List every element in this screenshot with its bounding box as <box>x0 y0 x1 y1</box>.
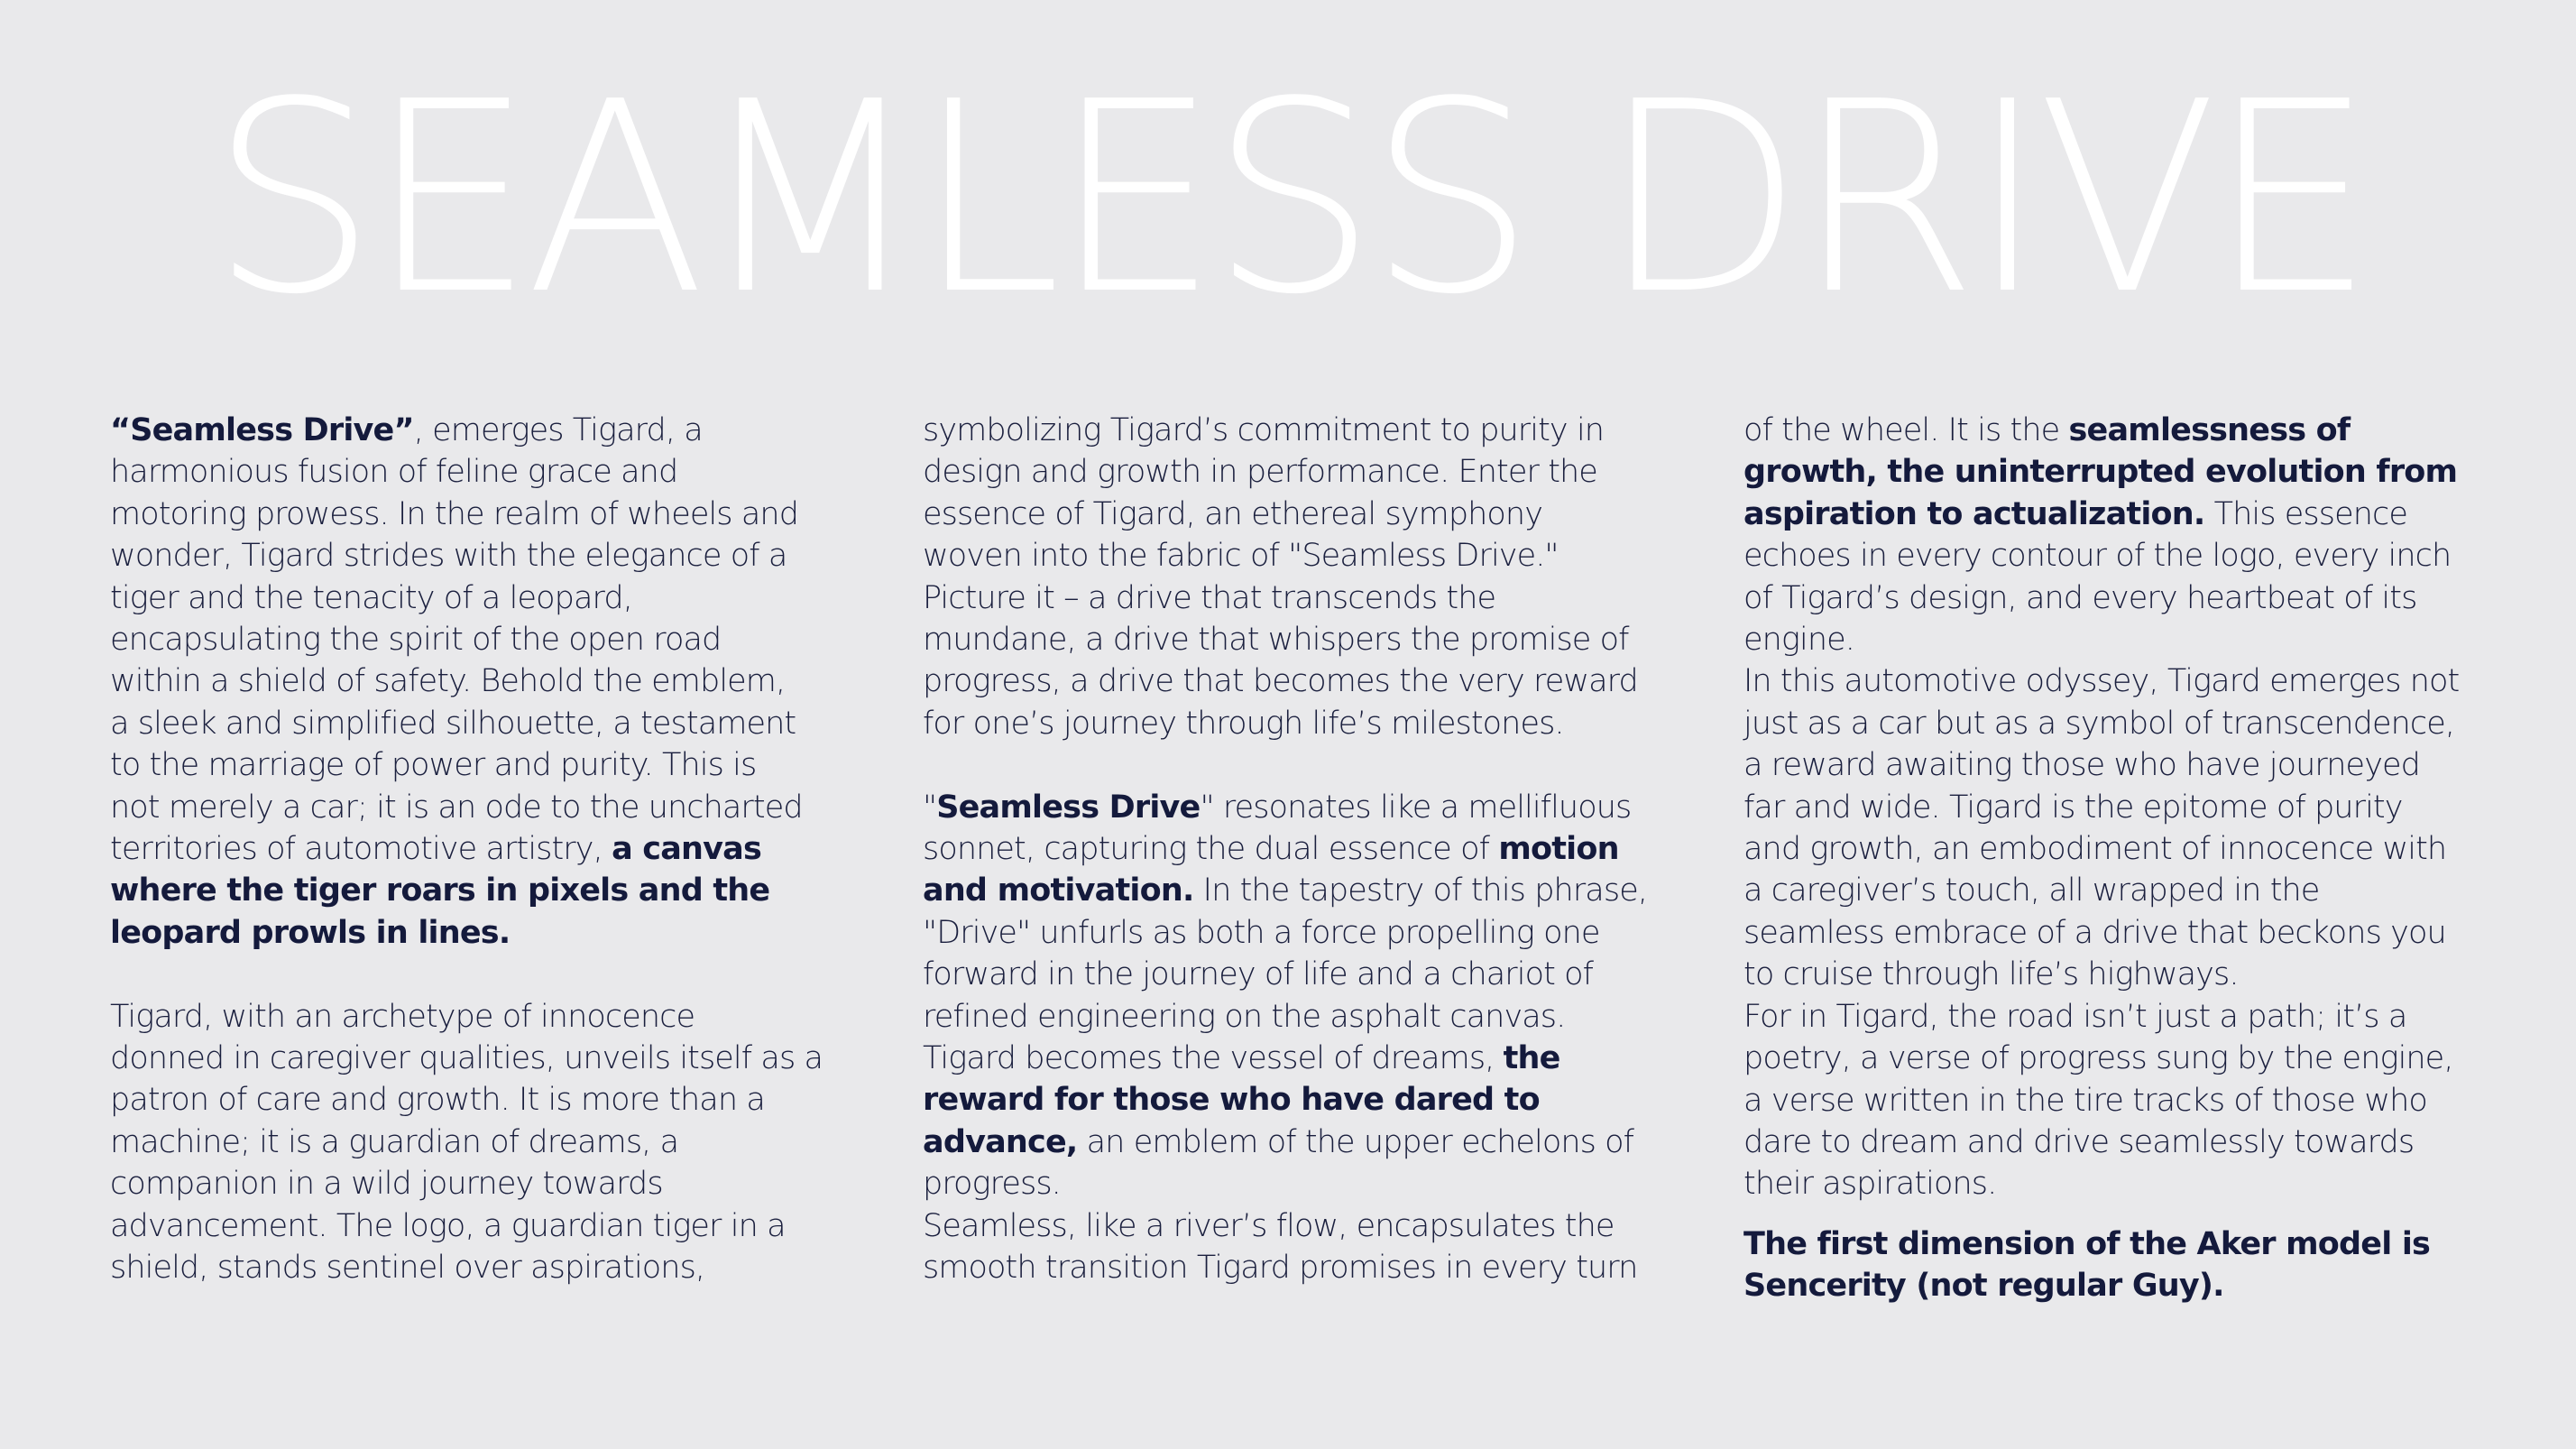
paragraph <box>923 787 1653 1289</box>
text-line <box>923 954 1653 995</box>
text-line <box>110 787 841 828</box>
body-text: territories of automotive artistry, <box>110 831 612 868</box>
body-text: a verse written in the tire tracks of those who <box>1743 1082 2427 1119</box>
text-line <box>1743 744 2474 786</box>
body-text: mundane, a drive that whispers the promise of <box>923 622 1629 659</box>
text-line <box>923 912 1653 954</box>
text-line <box>923 451 1653 493</box>
text-line <box>1743 870 2474 911</box>
body-text: to the marriage of power and purity. This is <box>110 747 757 784</box>
text-line <box>110 870 841 911</box>
body-text: shield, stands sentinel over aspirations, <box>110 1250 705 1287</box>
body-text: Tigard becomes the vessel of dreams, <box>923 1040 1504 1077</box>
body-text: refined engineering on the asphalt canvas. <box>923 998 1566 1035</box>
body-text: and growth, an embodiment of innocence with <box>1743 831 2447 868</box>
text-column-3 <box>1743 410 2474 1307</box>
text-line <box>923 828 1653 870</box>
body-text: companion in a wild journey towards <box>110 1166 663 1203</box>
text-line <box>110 535 841 577</box>
text-line <box>1743 703 2474 744</box>
text-line <box>110 577 841 619</box>
body-text: for one’s journey through life’s milestones. <box>923 705 1564 742</box>
text-line <box>1743 535 2474 577</box>
text-line <box>923 410 1653 451</box>
body-text: symbolizing Tigard’s commitment to purity in <box>923 412 1605 448</box>
bold-text: aspiration to actualization. <box>1743 495 2205 532</box>
paragraph <box>110 996 841 1289</box>
text-line <box>923 1205 1653 1247</box>
body-text: poetry, a verse of progress sung by the engine, <box>1743 1040 2453 1077</box>
bold-text: Seamless Drive <box>936 789 1201 826</box>
text-line <box>923 1079 1653 1121</box>
body-text: an emblem of the upper echelons of <box>1077 1123 1634 1160</box>
text-line <box>1743 912 2474 954</box>
paragraph <box>110 410 841 954</box>
body-text: of Tigard’s design, and every heartbeat of its <box>1743 579 2417 616</box>
body-text: motoring prowess. In the realm of wheels and <box>110 495 799 532</box>
text-line <box>110 410 841 451</box>
body-text: a reward awaiting those who have journeyed <box>1743 747 2420 784</box>
text-line <box>1743 577 2474 619</box>
text-line <box>1743 619 2474 660</box>
body-text: progress. <box>923 1166 1061 1203</box>
body-text: "Drive" unfurls as both a force propelling one <box>923 914 1600 951</box>
paragraph <box>1743 410 2474 1205</box>
body-text: a sleek and simplified silhouette, a testament <box>110 705 796 742</box>
body-text: design and growth in performance. Enter the <box>923 454 1597 491</box>
text-line <box>1743 1080 2474 1121</box>
text-line <box>110 1121 841 1163</box>
text-line <box>110 451 841 493</box>
text-line <box>923 494 1653 535</box>
text-line <box>1743 660 2474 702</box>
text-line <box>110 1247 841 1288</box>
body-text: sonnet, capturing the dual essence of <box>923 831 1499 868</box>
text-column-1 <box>110 410 841 1289</box>
text-line <box>923 660 1653 702</box>
text-line <box>923 535 1653 577</box>
text-line <box>110 703 841 744</box>
text-line <box>923 787 1653 828</box>
text-line <box>1743 451 2474 493</box>
body-text: a caregiver’s touch, all wrapped in the <box>1743 872 2320 909</box>
body-text: far and wide. Tigard is the epitome of purity <box>1743 789 2403 826</box>
text-line <box>923 870 1653 911</box>
text-line <box>110 1038 841 1079</box>
body-text: seamless embrace of a drive that beckons you <box>1743 914 2446 951</box>
body-text: encapsulating the spirit of the open road <box>110 622 722 659</box>
body-text: harmonious fusion of feline grace and <box>110 454 678 491</box>
paragraph-gap <box>923 744 1653 786</box>
body-text: dare to dream and drive seamlessly towards <box>1743 1123 2415 1160</box>
bold-text: advance, <box>923 1123 1078 1160</box>
text-line <box>110 1163 841 1204</box>
text-line <box>110 1205 841 1247</box>
body-text: within a shield of safety. Behold the emblem, <box>110 663 786 700</box>
text-line <box>1743 1163 2474 1204</box>
text-line <box>110 828 841 870</box>
text-line <box>1743 996 2474 1038</box>
text-line <box>1743 954 2474 995</box>
bold-text: leopard prowls in lines. <box>110 914 511 951</box>
text-line <box>923 703 1653 744</box>
body-text: " resonates like a mellifluous <box>1200 789 1632 826</box>
paragraph-gap <box>1743 1205 2474 1223</box>
body-text: " <box>923 789 937 826</box>
body-text: not merely a car; it is an ode to the uncharted <box>110 789 803 826</box>
bold-text: and motivation. <box>923 872 1194 909</box>
text-line <box>923 1038 1653 1079</box>
body-text: echoes in every contour of the logo, every inch <box>1743 538 2452 575</box>
paragraph-gap <box>110 954 841 995</box>
body-text: their aspirations. <box>1743 1166 1997 1203</box>
text-line <box>923 1247 1653 1288</box>
text-line <box>923 1163 1653 1204</box>
text-column-2 <box>923 410 1653 1289</box>
text-line <box>923 1121 1653 1163</box>
bold-text: The first dimension of the Aker model is <box>1743 1225 2431 1262</box>
body-text: forward in the journey of life and a chariot of <box>923 956 1594 993</box>
page-title: SEAMLESS DRIVE <box>209 45 2367 352</box>
body-text: Picture it – a drive that transcends the <box>923 579 1496 616</box>
body-text: In this automotive odyssey, Tigard emerges not <box>1743 663 2460 700</box>
body-text: donned in caregiver qualities, unveils itself as a <box>110 1040 823 1077</box>
text-line <box>1743 1265 2474 1306</box>
text-line <box>923 619 1653 660</box>
body-text: to cruise through life’s highways. <box>1743 956 2239 993</box>
bold-text: where the tiger roars in pixels and the <box>110 872 770 909</box>
text-line <box>110 996 841 1038</box>
text-line <box>1743 494 2474 535</box>
text-line <box>1743 410 2474 451</box>
text-line <box>110 744 841 786</box>
body-text: For in Tigard, the road isn’t just a path; it’s a <box>1743 998 2407 1035</box>
paragraph <box>923 410 1653 744</box>
text-line <box>1743 1223 2474 1265</box>
text-line <box>110 912 841 954</box>
body-text: tiger and the tenacity of a leopard, <box>110 579 632 616</box>
text-line <box>110 494 841 535</box>
body-text: smooth transition Tigard promises in every turn <box>923 1250 1638 1287</box>
bold-text: motion <box>1498 831 1619 868</box>
bold-text: Sencerity (not regular Guy). <box>1743 1268 2224 1305</box>
body-text: In the tapestry of this phrase, <box>1193 872 1648 909</box>
body-text: of the wheel. It is the <box>1743 412 2069 448</box>
body-text: Tigard, with an archetype of innocence <box>110 998 695 1035</box>
body-text: essence of Tigard, an ethereal symphony <box>923 495 1543 532</box>
text-line <box>1743 1038 2474 1079</box>
text-line <box>923 996 1653 1038</box>
body-text: just as a car but as a symbol of transcendence, <box>1743 705 2455 742</box>
body-text: woven into the fabric of "Seamless Drive." <box>923 538 1559 575</box>
text-line <box>110 619 841 660</box>
text-line <box>1743 1121 2474 1163</box>
text-line <box>1743 828 2474 870</box>
body-text: progress, a drive that becomes the very reward <box>923 663 1638 700</box>
bold-text: the <box>1503 1040 1560 1077</box>
body-text: This essence <box>2204 495 2407 532</box>
text-line <box>1743 787 2474 828</box>
body-text: , emerges Tigard, a <box>413 412 703 448</box>
body-text: advancement. The logo, a guardian tiger in a <box>110 1207 786 1244</box>
body-text: wonder, Tigard strides with the elegance of a <box>110 538 787 575</box>
text-line <box>110 660 841 702</box>
body-text: Seamless, like a river’s flow, encapsulates the <box>923 1207 1615 1244</box>
bold-text: “Seamless Drive” <box>110 412 414 448</box>
body-text: patron of care and growth. It is more than a <box>110 1082 765 1119</box>
text-line <box>110 1079 841 1121</box>
text-line <box>923 577 1653 619</box>
bold-text: a canvas <box>612 831 762 868</box>
body-text: machine; it is a guardian of dreams, a <box>110 1123 679 1160</box>
bold-text: seamlessness of <box>2068 412 2351 448</box>
bold-text: reward for those who have dared to <box>923 1082 1540 1119</box>
paragraph <box>1743 1223 2474 1307</box>
body-text: engine. <box>1743 622 1854 659</box>
bold-text: growth, the uninterrupted evolution from <box>1743 454 2458 491</box>
